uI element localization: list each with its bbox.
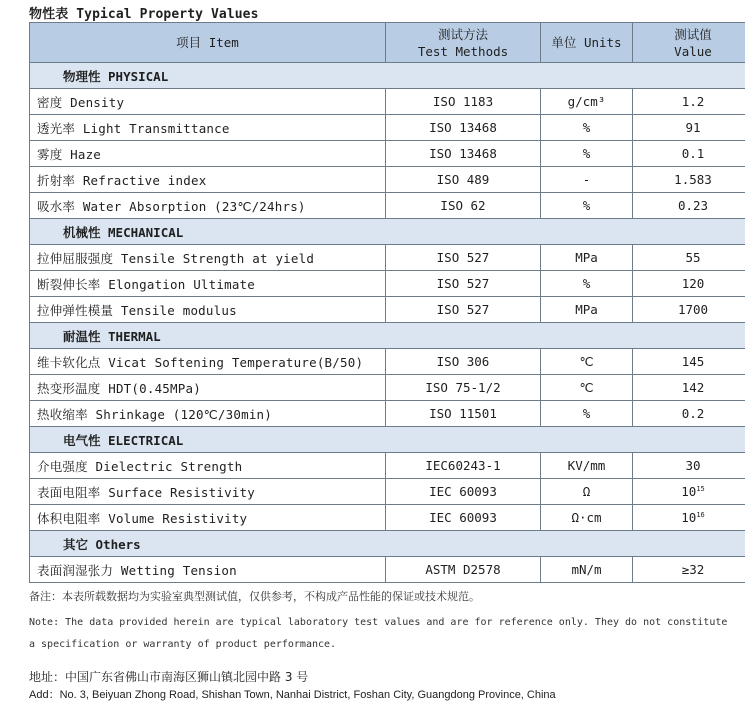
test-method: IEC 60093 [386,505,541,531]
unit: % [541,141,633,167]
table-row [30,401,745,427]
header-value-en: Value [674,43,712,59]
unit: ℃ [541,349,633,375]
test-method: ISO 75-1/2 [386,375,541,401]
section-title: 机械性 MECHANICAL [30,219,745,245]
property-name: 介电强度 Dielectric Strength [30,453,386,479]
value-text: 142 [681,380,705,395]
property-name: 拉伸弹性模量 Tensile modulus [30,297,386,323]
note-chinese: 备注：本表所载数据均为实验室典型测试值，仅供参考，不构成产品性能的保证或技术规范。 [29,590,480,603]
test-method: IEC 60093 [386,479,541,505]
unit: KV/mm [541,453,633,479]
table-header-row [30,23,745,63]
table-row [30,505,745,531]
value-text: 1.2 [681,94,705,109]
value-text: 30 [685,458,701,473]
property-name: 雾度 Haze [30,141,386,167]
section-title: 电气性 ELECTRICAL [30,427,745,453]
table-row [30,375,745,401]
unit: g/cm³ [541,89,633,115]
test-method: ISO 527 [386,271,541,297]
property-name: 表面润湿张力 Wetting Tension [30,557,386,583]
value [633,115,745,141]
table-body [30,63,745,583]
test-method: ISO 306 [386,349,541,375]
test-method: ISO 527 [386,297,541,323]
table-row [30,453,745,479]
section-row [30,531,745,557]
value-text: 120 [681,276,705,291]
header-test-methods-cn: 测试方法 [437,26,488,42]
value [633,271,745,297]
unit: mN/m [541,557,633,583]
value-exponent: 16 [696,511,705,519]
value-text: 1.583 [674,172,712,187]
property-name: 透光率 Light Transmittance [30,115,386,141]
table-row [30,479,745,505]
document-title: 物性表 Typical Property Values [29,7,259,22]
unit: Ω [541,479,633,505]
value-text: 145 [681,354,705,369]
value-text: 10 [681,484,697,499]
property-name: 体积电阻率 Volume Resistivity [30,505,386,531]
value [633,479,745,505]
value-text: 91 [685,120,701,135]
value-text: 0.2 [681,406,705,421]
property-name: 断裂伸长率 Elongation Ultimate [30,271,386,297]
value [633,557,745,583]
value [633,297,745,323]
property-name: 热收缩率 Shrinkage (120℃/30min) [30,401,386,427]
test-method: ISO 1183 [386,89,541,115]
header-test-methods [386,23,541,63]
table-row [30,141,745,167]
value [633,505,745,531]
header-test-methods-en: Test Methods [417,43,509,59]
property-table [29,22,745,583]
value [633,193,745,219]
test-method: ISO 11501 [386,401,541,427]
table-row [30,167,745,193]
address-chinese: 地址：中国广东省佛山市南海区狮山镇北园中路 3 号 [29,670,309,684]
section-title: 其它 Others [30,531,745,557]
table-row [30,349,745,375]
table-row [30,297,745,323]
test-method: ISO 62 [386,193,541,219]
property-name: 维卡软化点 Vicat Softening Temperature(B/50) [30,349,386,375]
table-row [30,193,745,219]
value-text: 0.23 [677,198,709,213]
test-method: ISO 13468 [386,141,541,167]
section-row [30,219,745,245]
property-name: 折射率 Refractive index [30,167,386,193]
section-row [30,63,745,89]
section-title: 耐温性 THERMAL [30,323,745,349]
unit: MPa [541,245,633,271]
section-row [30,323,745,349]
table-row [30,271,745,297]
unit: % [541,271,633,297]
table-row [30,115,745,141]
test-method: ASTM D2578 [386,557,541,583]
section-title: 物理性 PHYSICAL [30,63,745,89]
unit: - [541,167,633,193]
header-value-cn: 测试值 [674,26,712,42]
address-english: Add：No. 3, Beiyuan Zhong Road, Shishan Town, Nanhai District, Foshan City, Guangdong Province, China [29,689,556,701]
unit: % [541,115,633,141]
value [633,453,745,479]
unit: Ω·cm [541,505,633,531]
value [633,349,745,375]
unit: ℃ [541,375,633,401]
property-name: 表面电阻率 Surface Resistivity [30,479,386,505]
table-row [30,89,745,115]
test-method: ISO 527 [386,245,541,271]
value [633,141,745,167]
section-row [30,427,745,453]
property-name: 密度 Density [30,89,386,115]
value [633,167,745,193]
value [633,245,745,271]
table-row [30,245,745,271]
test-method: IEC60243-1 [386,453,541,479]
test-method: ISO 13468 [386,115,541,141]
property-name: 吸水率 Water Absorption (23℃/24hrs) [30,193,386,219]
value [633,375,745,401]
property-name: 热变形温度 HDT(0.45MPa) [30,375,386,401]
unit: % [541,401,633,427]
unit: MPa [541,297,633,323]
value [633,89,745,115]
value-exponent: 15 [696,485,705,493]
header-item: 项目 Item [30,23,386,63]
note-english: Note: The data provided herein are typical laboratory test values and are for reference only. They do not constitute a specification or warranty of product performance. [29,617,728,650]
header-units: 单位 Units [541,23,633,63]
value-text: ≥32 [681,562,705,577]
value-text: 10 [681,510,697,525]
table-row [30,557,745,583]
value-text: 0.1 [681,146,705,161]
value [633,401,745,427]
value-text: 55 [685,250,701,265]
header-value [633,23,745,63]
unit: % [541,193,633,219]
property-name: 拉伸屈服强度 Tensile Strength at yield [30,245,386,271]
value-text: 1700 [677,302,709,317]
test-method: ISO 489 [386,167,541,193]
